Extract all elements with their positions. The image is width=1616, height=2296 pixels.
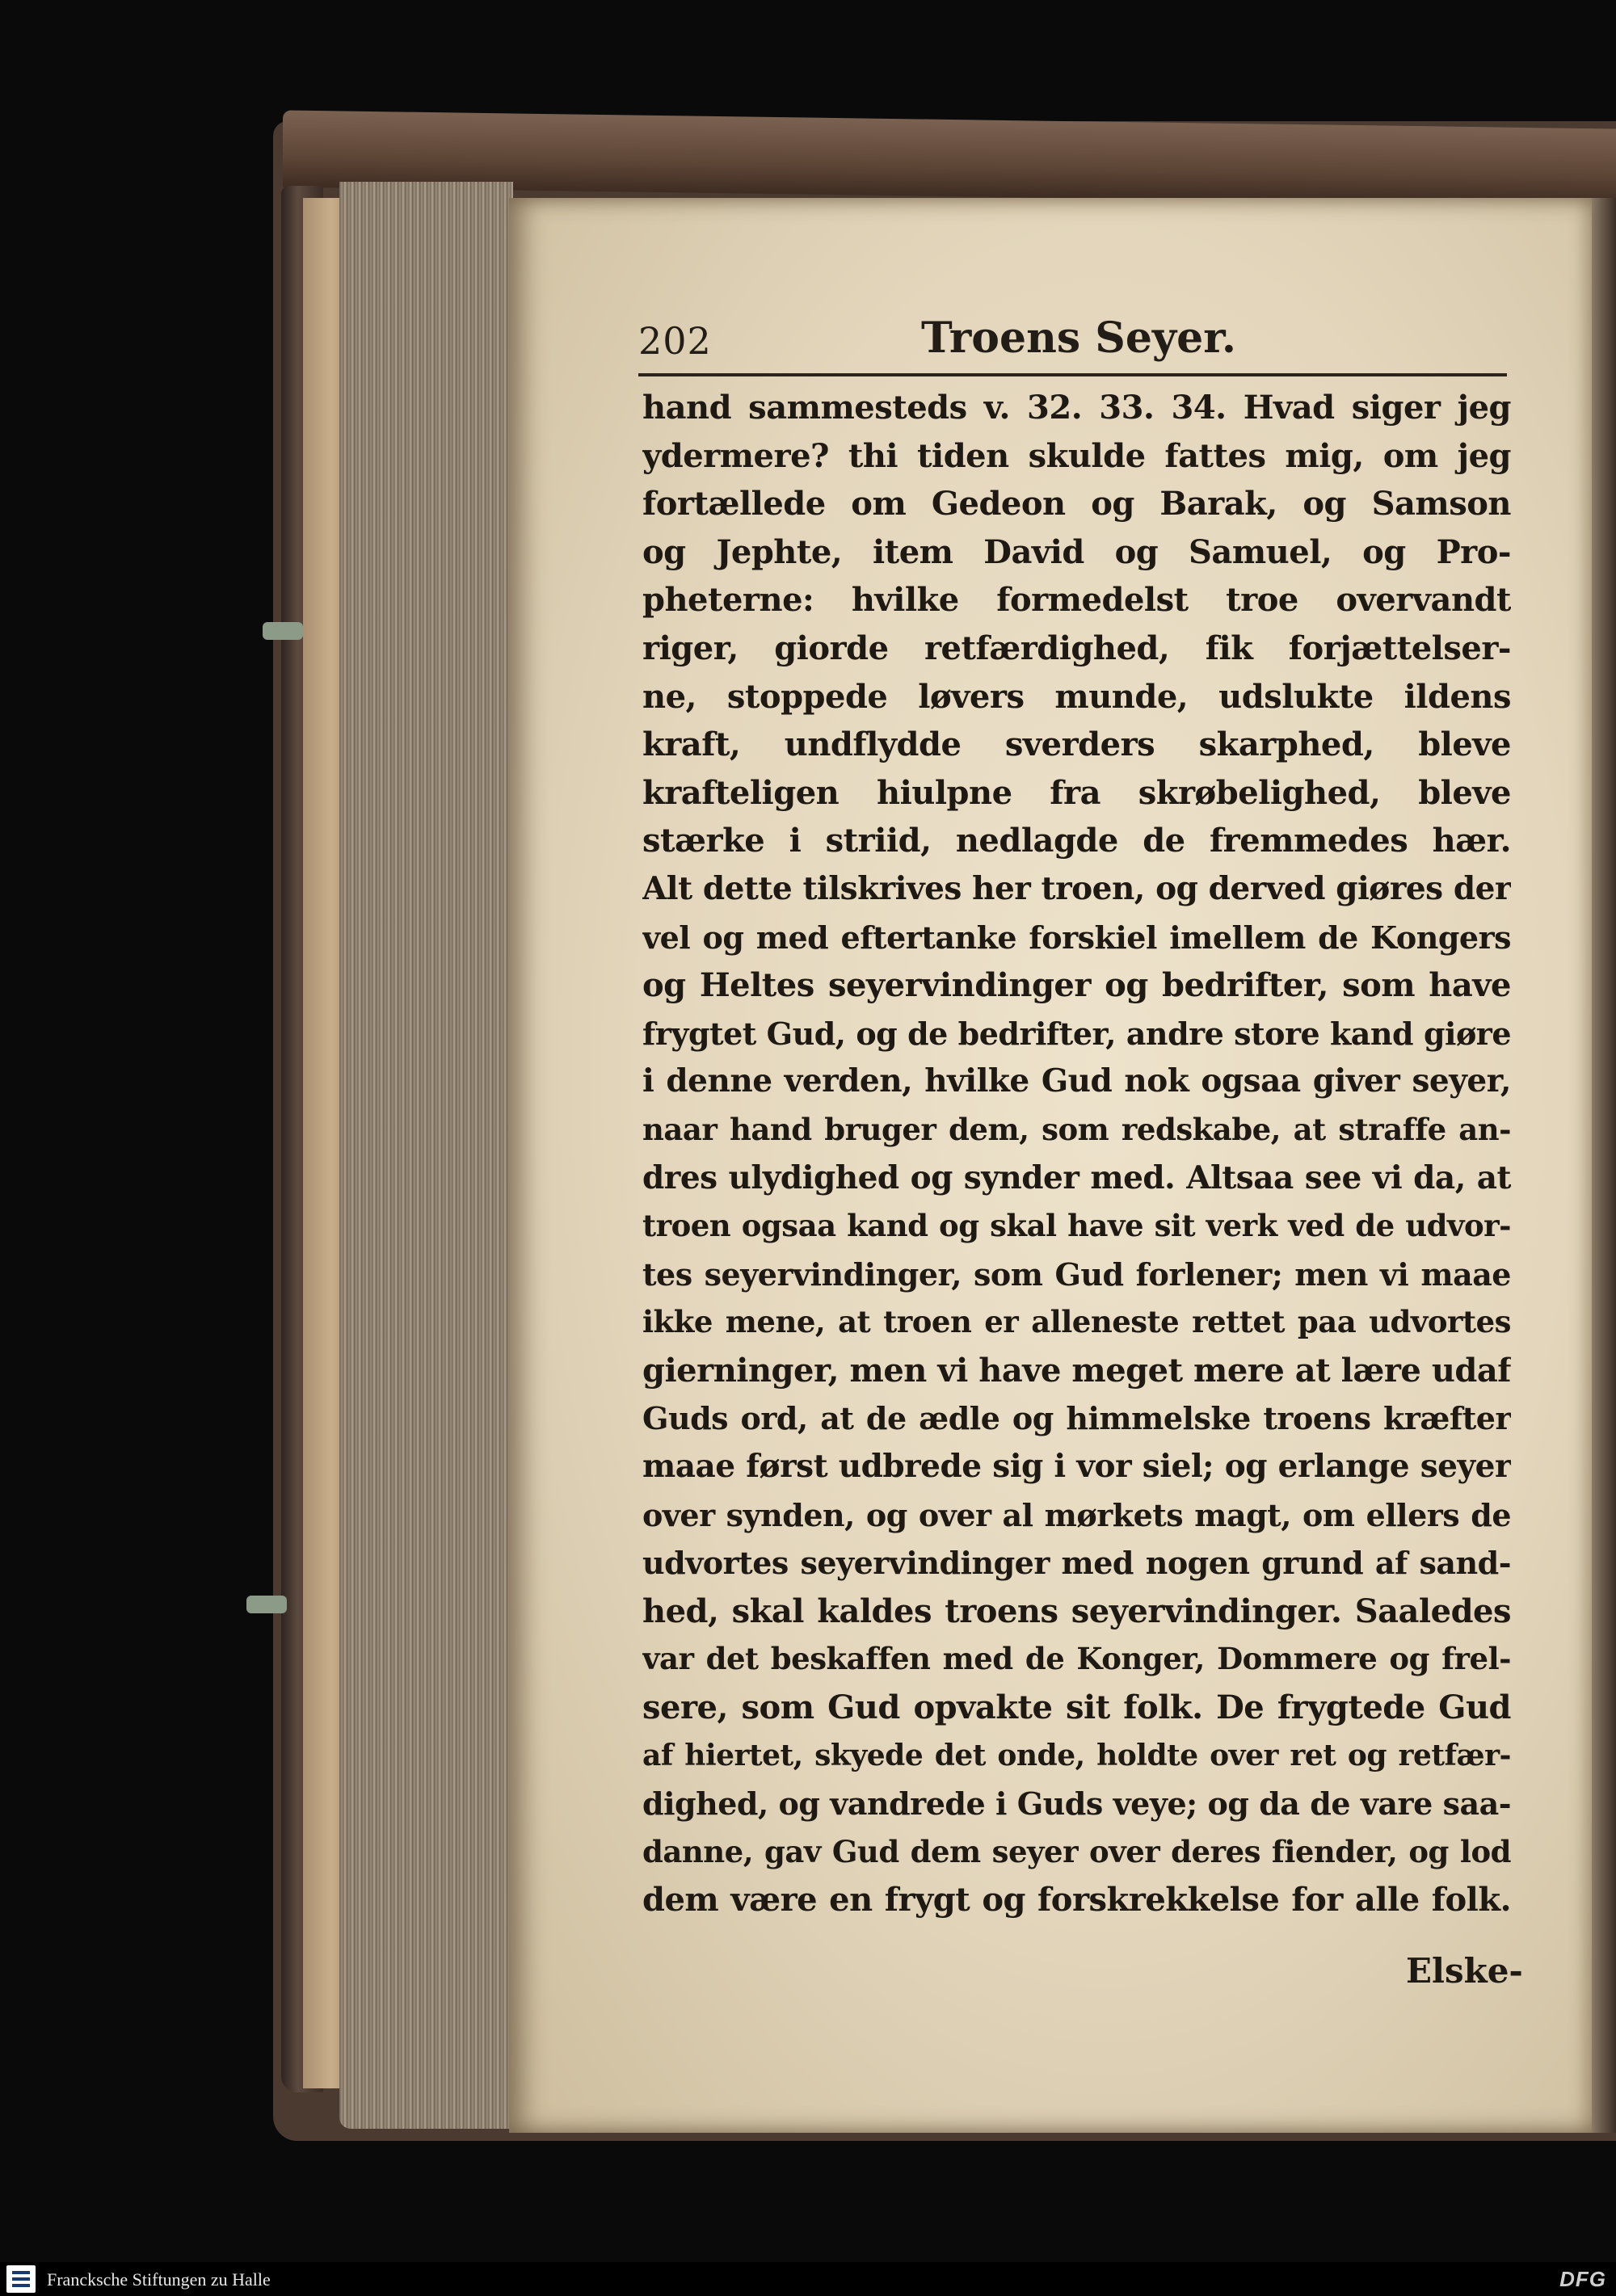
text-line: i denne verden, hvilke Gud nok ogsaa giver seyer, <box>642 1062 1511 1100</box>
text-line: fortællede om Gedeon og Barak, og Samson <box>642 485 1511 524</box>
text-line: hed, skal kaldes troens seyervindinger. Saaledes <box>642 1592 1511 1630</box>
text-line: sere, som Gud opvakte sit folk. De frygtede Gud <box>642 1688 1511 1727</box>
text-line: var det beskaffen med de Konger, Dommere og frel- <box>642 1641 1511 1677</box>
institution-logo-icon <box>6 2265 36 2293</box>
text-line: Guds ord, at de ædle og himmelske troens kræfter <box>642 1400 1511 1437</box>
catchword: Elske- <box>1406 1951 1523 1991</box>
clasp-remnant <box>263 622 303 640</box>
text-line: ne, stoppede løvers munde, udslukte ildens <box>642 677 1511 716</box>
institution-name: Francksche Stiftungen zu Halle <box>47 2269 271 2290</box>
text-line: ikke mene, at troen er alleneste rettet paa udvortes <box>642 1304 1511 1340</box>
text-line: riger, giorde retfærdighed, fik forjættelser- <box>642 629 1511 667</box>
text-line: Alt dette tilskrives her troen, og derved giøres der <box>642 869 1511 907</box>
text-line: af hiertet, skyede det onde, holdte over ret og retfær- <box>642 1738 1511 1772</box>
text-line: over synden, og over al mørkets magt, om ellers de <box>642 1496 1511 1533</box>
text-line: hand sammesteds v. 32. 33. 34. Hvad siger jeg <box>642 389 1511 427</box>
text-line: stærke i striid, nedlagde de fremmedes hær. <box>642 822 1511 860</box>
clasp-remnant <box>246 1596 287 1613</box>
text-line: pheterne: hvilke formedelst troe overvandt <box>642 581 1511 620</box>
page-gutter-shadow <box>1592 198 1616 2133</box>
text-line: dres ulydighed og synder med. Altsaa see vi da, at <box>642 1159 1511 1196</box>
viewer-footer <box>0 2262 1616 2296</box>
text-line: maae først udbrede sig i vor siel; og erlange seyer <box>642 1448 1511 1486</box>
text-line: vel og med eftertanke forskiel imellem de Kongers <box>642 919 1511 956</box>
header-rule <box>638 373 1507 376</box>
text-line: tes seyervindinger, som Gud forlener; men vi maae <box>642 1255 1511 1293</box>
text-line: kraft, undflydde sverders skarphed, bleve <box>642 725 1511 764</box>
text-line: udvortes seyervindinger med nogen grund af sand- <box>642 1545 1511 1582</box>
text-line: ydermere? thi tiden skulde fattes mig, om jeg <box>642 436 1511 475</box>
text-line: frygtet Gud, og de bedrifter, andre store kand giøre <box>642 1015 1511 1052</box>
text-line: naar hand bruger dem, som redskabe, at straffe an- <box>642 1111 1511 1147</box>
page-edges <box>339 182 513 2129</box>
dfg-logo: DFG <box>1559 2267 1606 2291</box>
text-line: og Jephte, item David og Samuel, og Pro- <box>642 532 1511 571</box>
running-title: Troens Seyer. <box>921 313 1236 363</box>
text-line: og Heltes seyervindinger og bedrifter, som have <box>642 966 1511 1005</box>
text-line: troen ogsaa kand og skal have sit verk ved de udvor- <box>642 1208 1511 1244</box>
body-text <box>642 384 1511 1924</box>
text-line: dighed, og vandrede i Guds veye; og da de vare saa- <box>642 1785 1511 1823</box>
text-line: gierninger, men vi have meget mere at lære udaf <box>642 1351 1511 1390</box>
text-line: krafteligen hiulpne fra skrøbelighed, bleve <box>642 773 1511 812</box>
text-line: danne, gav Gud dem seyer over deres fiender, og lod <box>642 1833 1511 1869</box>
text-line: dem være en frygt og forskrekkelse for alle folk. <box>642 1881 1511 1920</box>
page-number: 202 <box>638 319 712 363</box>
